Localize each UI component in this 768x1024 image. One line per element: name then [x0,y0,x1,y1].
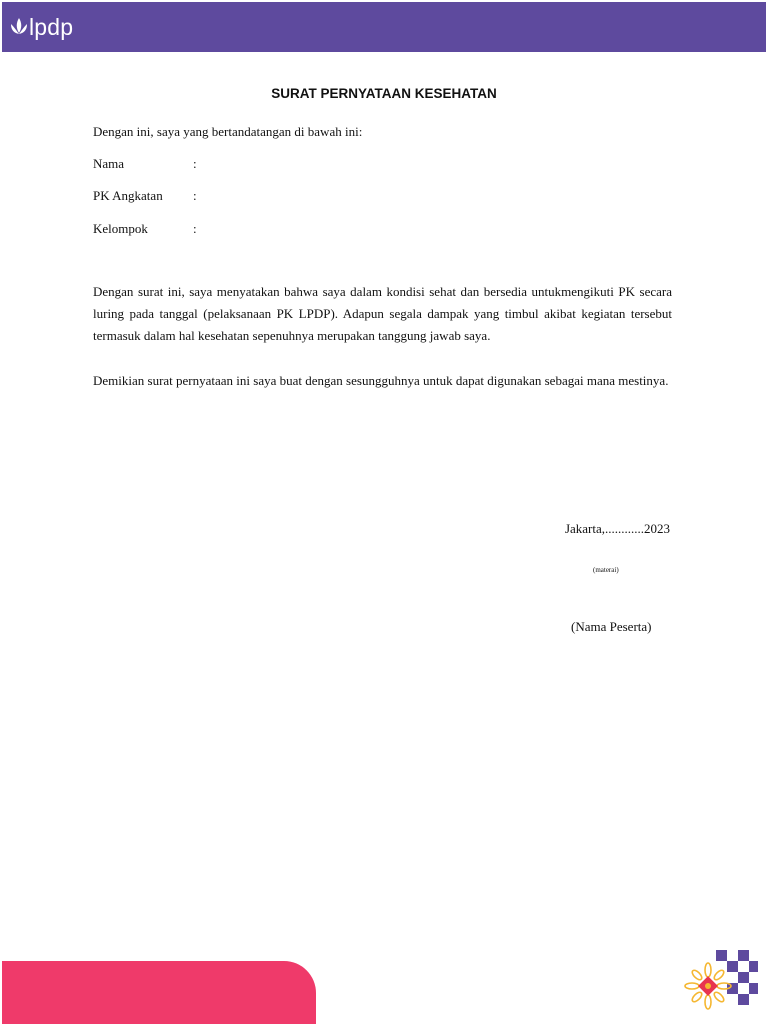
field-pk-angkatan [93,188,197,204]
field-separator: : [193,221,197,236]
date-line: Jakarta,............2023 [564,521,670,536]
field-nama [93,156,197,172]
brand-logo [10,13,73,41]
field-separator: : [193,156,197,171]
materai-placeholder: (materai) [593,566,619,574]
brand-name: lpdp [29,14,74,40]
field-label: Kelompok [93,221,148,236]
field-label: Nama [93,156,125,171]
field-separator: : [193,188,197,203]
document-title: SURAT PERNYATAAN KESEHATAN [271,86,497,101]
field-label: PK Angkatan [93,188,163,203]
lotus-logo-icon [10,16,28,38]
statement-paragraph: Dengan surat ini, saya menyatakan bahwa saya dalam kondisi sehat dan bersedia untukmengikuti PK secara luring pada tanggal (pelaksanaan PK LPDP). Adapun segala dampak yang timbul akibat kegiatan tersebut termasuk dalam hal kesehatan sepenuhnya merupakan tanggung jawab saya. [93,284,672,343]
batik-ornament-icon [676,948,758,1020]
intro-text: Dengan ini, saya yang bertandatangan di bawah ini: [93,124,363,139]
footer-band [2,961,316,1024]
closing-paragraph: Demikian surat pernyataan ini saya buat dengan sesungguhnya untuk dapat digunakan sebagai mana mestinya. [93,373,669,388]
field-kelompok [93,221,197,237]
header-bar [2,2,766,52]
signer-name: (Nama Peserta) [571,619,652,634]
